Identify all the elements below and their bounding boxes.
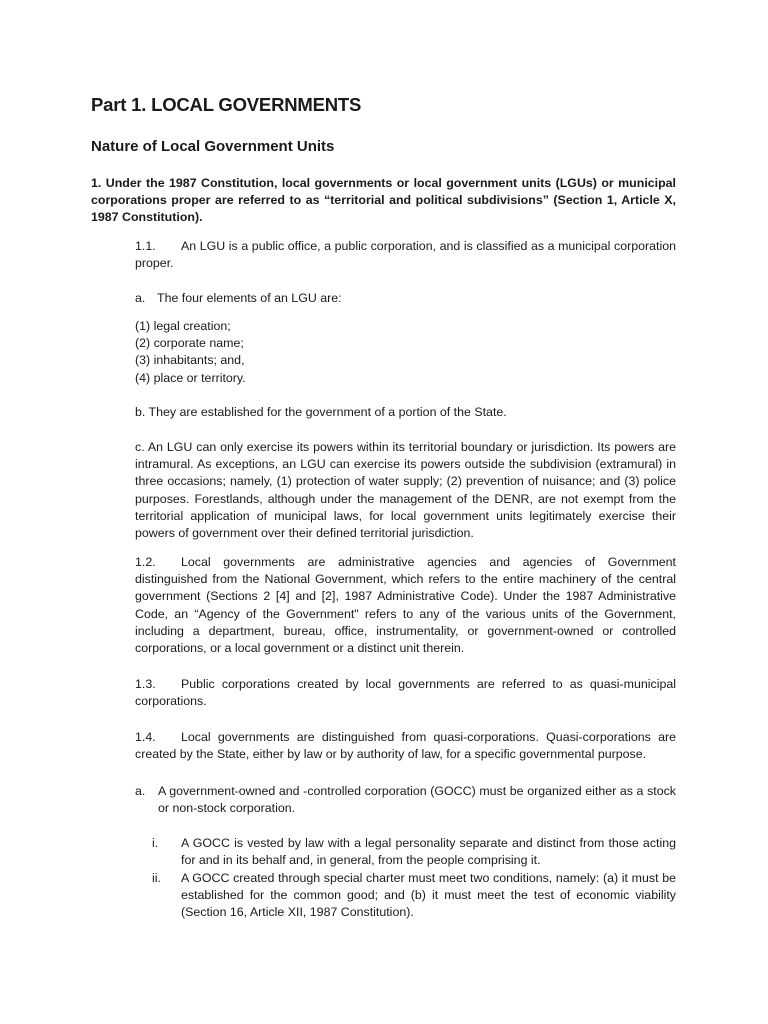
paragraph-1-4-text: Local governments are distinguished from quasi-corporations. Quasi-corporations are created by the State, either by law or by authority of law, for a specific governmental purpose. xyxy=(135,730,676,762)
paragraph-1-4-number: 1.4. xyxy=(135,730,156,744)
paragraph-1-1 xyxy=(135,238,676,272)
gocc-item-i-text: A GOCC is vested by law with a legal personality separate and distinct from those acting for and in its behalf and, in general, from the people comprising it. xyxy=(181,836,676,868)
gocc-item-ii-marker: ii. xyxy=(152,871,161,885)
paragraph-1: 1. Under the 1987 Constitution, local governments or local government units (LGUs) or municipal corporations proper are referred to as “territorial and political subdivisions” (Section 1, Article X, 1987 Constitution). xyxy=(91,176,676,225)
gocc-item-i xyxy=(152,835,676,869)
elements-list xyxy=(135,318,246,387)
paragraph-1-1-text: An LGU is a public office, a public corporation, and is classified as a municipal corporation proper. xyxy=(135,239,676,271)
paragraph-b: b. They are established for the government of a portion of the State. xyxy=(135,405,507,419)
paragraph-1-1-number: 1.1. xyxy=(135,239,156,253)
section-title: Nature of Local Government Units xyxy=(91,138,335,155)
paragraph-a-marker: a. xyxy=(135,291,146,305)
list-item: (1) legal creation; xyxy=(135,319,231,333)
gocc-item-ii-text: A GOCC created through special charter must meet two conditions, namely: (a) it must be established for the common good; and (b) it must meet the test of economic viability (Section 16, Article XII, 1987 Constitution). xyxy=(181,871,676,920)
gocc-item-a xyxy=(135,783,676,817)
paragraph-1-2-text: Local governments are administrative agencies and agencies of Government distinguished from the National Government, which refers to the entire machinery of the central government (Sections 2 [4] and [2], 1987 Administrative Code). Under the 1987 Administrative Code, an “Agency of the Government" refers to any of the various units of the Government, including a department, bureau, office, instrumentality, or government-owned or controlled corporations, or a local government or a distinct unit therein. xyxy=(135,555,676,656)
paragraph-1-2 xyxy=(135,554,676,657)
paragraph-1-4 xyxy=(135,729,676,763)
paragraph-1-3-text: Public corporations created by local governments are referred to as quasi-municipal corporations. xyxy=(135,677,676,709)
paragraph-1-3-number: 1.3. xyxy=(135,677,156,691)
gocc-item-i-marker: i. xyxy=(152,836,159,850)
gocc-item-ii xyxy=(152,870,676,922)
paragraph-a-text: The four elements of an LGU are: xyxy=(157,291,342,305)
paragraph-c: c. An LGU can only exercise its powers within its territorial boundary or jurisdiction. Its powers are intramural. As exceptions, an LGU can exercise its powers outside the subdivision (extramural) in three occasions; namely, (1) protection of water supply; (2) prevention of nuisance; and (3) police purposes. Forestlands, although under the management of the DENR, are not exempt from the territorial application of municipal laws, for local government units legitimately exercise their powers of government over their defined territorial jurisdiction. xyxy=(135,440,676,541)
list-item: (2) corporate name; xyxy=(135,336,244,351)
list-item: (4) place or territory. xyxy=(135,370,246,385)
gocc-item-a-text: A government-owned and -controlled corporation (GOCC) must be organized either as a stock or non-stock corporation. xyxy=(158,784,676,816)
paragraph-1-3 xyxy=(135,676,676,710)
list-item: (3) inhabitants; and, xyxy=(135,353,245,368)
paragraph-a xyxy=(135,290,676,307)
part-title: Part 1. LOCAL GOVERNMENTS xyxy=(91,94,362,115)
gocc-item-a-marker: a. xyxy=(135,784,146,798)
paragraph-1-2-number: 1.2. xyxy=(135,555,156,569)
